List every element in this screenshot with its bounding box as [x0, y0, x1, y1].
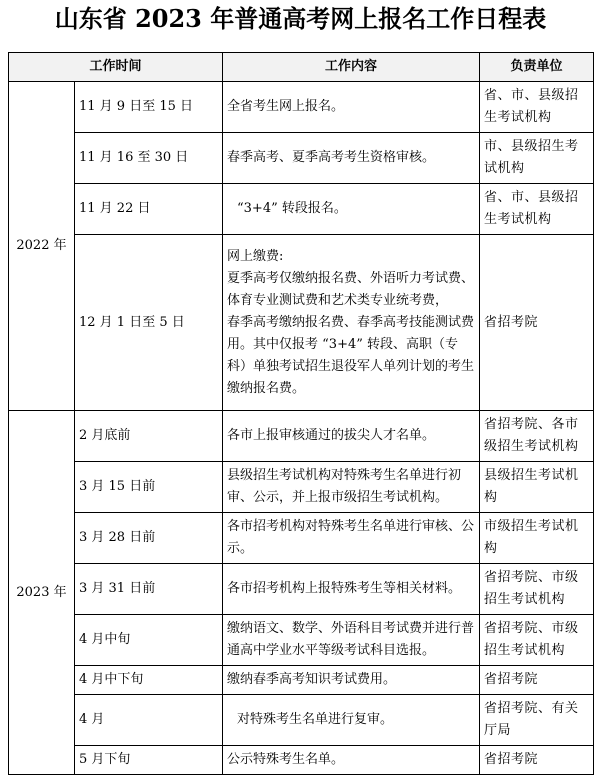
time-cell: 4 月中旬 [75, 615, 223, 666]
time-cell: 2 月底前 [75, 411, 223, 462]
table-row [9, 666, 594, 695]
content-cell: 县级招生考试机构对特殊考生名单进行初审、公示，并上报市级招生考试机构。 [223, 462, 480, 513]
table-row [9, 513, 594, 564]
time-cell: 4 月中下旬 [75, 666, 223, 695]
content-cell: 缴纳语文、数学、外语科目考试费并进行普通高中学业水平等级考试科目选报。 [223, 615, 480, 666]
header-unit: 负责单位 [480, 53, 594, 82]
year-cell-2023: 2023 年 [9, 411, 75, 775]
table-row [9, 695, 594, 746]
unit-cell: 县级招生考试机构 [480, 462, 594, 513]
table-row [9, 615, 594, 666]
content-cell: 各市招考机构上报特殊考生等相关材料。 [223, 564, 480, 615]
year-cell-2022: 2022 年 [9, 82, 75, 411]
unit-cell: 省、市、县级招生考试机构 [480, 82, 594, 133]
content-cell: 各市招考机构对特殊考生名单进行审核、公示。 [223, 513, 480, 564]
table-row [9, 235, 594, 411]
time-cell: 4 月 [75, 695, 223, 746]
header-time: 工作时间 [9, 53, 223, 82]
time-cell: 11 月 16 至 30 日 [75, 133, 223, 184]
table-row [9, 82, 594, 133]
unit-cell: 市级招生考试机构 [480, 513, 594, 564]
table-header-row [9, 53, 594, 82]
unit-cell: 省、市、县级招生考试机构 [480, 184, 594, 235]
table-row [9, 133, 594, 184]
time-cell: 5 月下旬 [75, 746, 223, 775]
content-cell: 网上缴费: 夏季高考仅缴纳报名费、外语听力考试费、体育专业测试费和艺术类专业统考费， 春季高考缴纳报名费、春季高考技能测试费用。其中仅报考 “3+4” 转段、高职（专科）单独考试招生退役军人单列计划的考生缴纳报名费。 [223, 235, 480, 411]
unit-cell: 省招考院 [480, 746, 594, 775]
content-cell: 春季高考、夏季高考考生资格审核。 [223, 133, 480, 184]
unit-cell: 市、县级招生考试机构 [480, 133, 594, 184]
table-row [9, 462, 594, 513]
unit-cell: 省招考院、市级招生考试机构 [480, 564, 594, 615]
page-title: 山东省 2023 年普通高考网上报名工作日程表 [54, 4, 547, 33]
time-cell: 11 月 9 日至 15 日 [75, 82, 223, 133]
table-row [9, 184, 594, 235]
time-cell: 3 月 31 日前 [75, 564, 223, 615]
unit-cell: 省招考院、有关厅局 [480, 695, 594, 746]
table-row [9, 746, 594, 775]
content-cell: 对特殊考生名单进行复审。 [223, 695, 480, 746]
time-cell: 11 月 22 日 [75, 184, 223, 235]
content-cell: 全省考生网上报名。 [223, 82, 480, 133]
time-cell: 3 月 15 日前 [75, 462, 223, 513]
table-row [9, 411, 594, 462]
unit-cell: 省招考院 [480, 235, 594, 411]
unit-cell: 省招考院 [480, 666, 594, 695]
time-cell: 12 月 1 日至 5 日 [75, 235, 223, 411]
header-content: 工作内容 [223, 53, 480, 82]
unit-cell: 省招考院、市级招生考试机构 [480, 615, 594, 666]
unit-cell: 省招考院、各市级招生考试机构 [480, 411, 594, 462]
content-cell: “3+4” 转段报名。 [223, 184, 480, 235]
table-row [9, 564, 594, 615]
content-cell: 公示特殊考生名单。 [223, 746, 480, 775]
content-cell: 缴纳春季高考知识考试费用。 [223, 666, 480, 695]
time-cell: 3 月 28 日前 [75, 513, 223, 564]
schedule-table [8, 52, 594, 775]
content-cell: 各市上报审核通过的拔尖人才名单。 [223, 411, 480, 462]
